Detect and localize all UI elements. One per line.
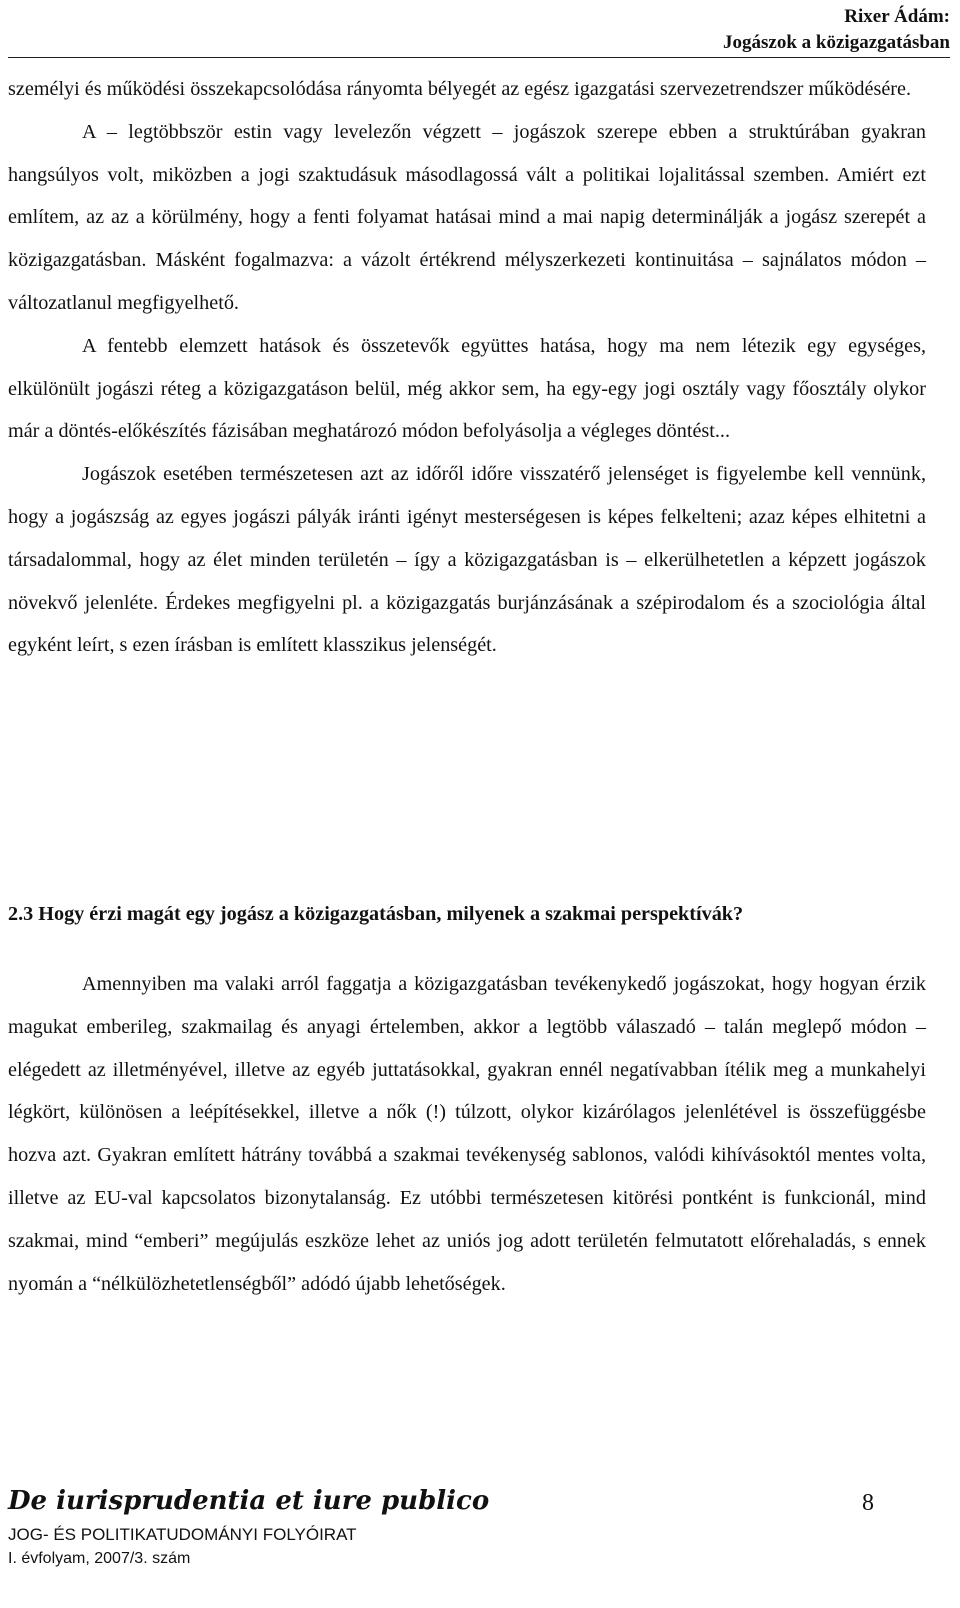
header-author: Rixer Ádám: [844,6,950,27]
running-header [8,4,950,58]
body-text [8,68,926,667]
journal-subtitle: JOG- ÉS POLITIKATUDOMÁNYI FOLYÓIRAT [8,1525,357,1544]
section-heading: 2.3 Hogy érzi magát egy jogász a közigazgatásban, milyenek a szakmai perspektívák? [8,903,744,925]
paragraph: Jogászok esetében természetesen azt az időről időre visszatérő jelenséget is figyelembe kell vennünk, hogy a jogászság az egyes jogászi pályák iránti igényt mesterségesen is képes felkelteni; azaz képes elhitetni a társadalommal, hogy az élet minden területén – így a közigazgatásban is – elkerülhetetlen a képzett jogászok növekvő jelenléte. Érdekes megfigyelni pl. a közigazgatás burjánzásának a szépirodalom és a szociológia által egyként leírt, s ezen írásban is említett klasszikus jelenségét. [8,463,926,657]
journal-name: De iurisprudentia et iure publico [8,1486,490,1516]
paragraph: Amennyiben ma valaki arról faggatja a közigazgatásban tevékenykedő jogászokat, hogy hogyan érzik magukat emberileg, szakmailag és anyagi értelemben, akkor a legtöbb válaszadó – talán meglepő módon – elégedett az illetményével, illetve az egyéb juttatásokkal, gyakran ennél negatívabban ítélik meg a munkahelyi légkört, különösen a leépítésekkel, illetve a nők (!) túlzott, olykor kizárólagos jelenlétével is összefüggésbe hozva azt. Gyakran említett hátrány továbbá a szakmai tevékenység sablonos, valódi kihívásoktól mentes volta, illetve az EU-val kapcsolatos bizonytalanság. Ez utóbbi természetesen kitörési pontként is funkcionál, mind szakmai, mind “emberi” megújulás eszköze lehet az uniós jog adott területén felmutatott előrehaladás, s ennek nyomán a “nélkülözhetetlenségből” adódó újabb lehetőségek. [8,973,926,1295]
journal-issue: I. évfolyam, 2007/3. szám [8,1550,191,1567]
paragraph: A – legtöbbször estin vagy levelezőn végzett – jogászok szerepe ebben a struktúrában gyakran hangsúlyos volt, miközben a jogi szaktudásuk másodlagossá vált a politikai lojalitással szemben. Amiért ezt említem, az az a körülmény, hogy a fenti folyamat hatásai mind a mai napig determinálják a jogász szerepét a közigazgatásban. Másként fogalmazva: a vázolt értékrend mélyszerkezeti kontinuitása – sajnálatos módon – változatlanul megfigyelhető. [8,120,926,314]
paragraph-continuation: személyi és működési összekapcsolódása rányomta bélyegét az egész igazgatási szervezetrendszer működésére. [8,78,912,100]
page-number: 8 [862,1490,874,1516]
paragraph: A fentebb elemzett hatások és összetevők együttes hatása, hogy ma nem létezik egy egységes, elkülönült jogászi réteg a közigazgatáson belül, még akkor sem, ha egy-egy jogi osztály vagy főosztály olykor már a döntés-előkészítés fázisában meghatározó módon befolyásolja a végleges döntést... [8,334,926,443]
page-footer [8,1484,928,1604]
section-body [8,963,926,1305]
header-title: Jogászok a közigazgatásban [723,32,950,53]
